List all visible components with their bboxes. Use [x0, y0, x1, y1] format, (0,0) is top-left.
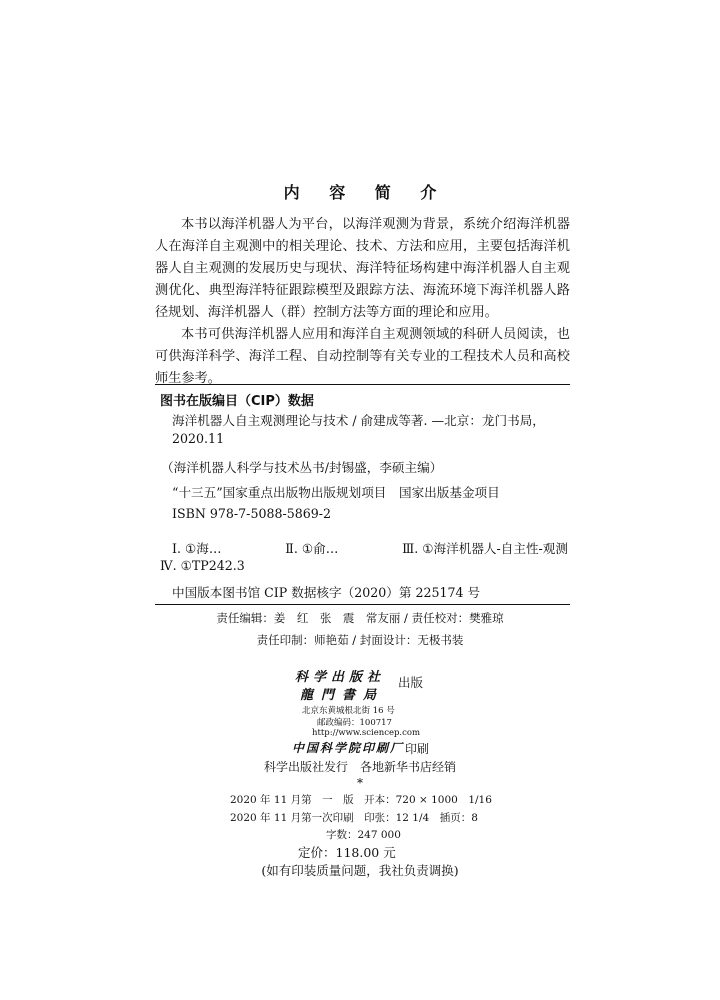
distribution-line: 科学出版社发行 各地新华书店经销: [263, 760, 456, 774]
price: 定价：118.00 元: [298, 845, 396, 860]
publisher-name-2: 龍門書局: [300, 688, 385, 703]
cip-top-rule: [155, 384, 570, 385]
cip-heading: 图书在版编目（CIP）数据: [160, 394, 314, 409]
cip-projects: “十三五”国家重点出版物出版规划项目 国家出版基金项目: [172, 485, 500, 500]
printer-name: 中国科学院印刷厂: [292, 741, 405, 755]
separator-star: *: [357, 776, 363, 790]
cip-class-1: Ⅰ. ①海…: [172, 541, 222, 556]
cip-class-4: Ⅳ. ①TP242.3: [160, 558, 245, 573]
publisher-name-1: 科学出版社: [295, 670, 386, 685]
word-count: 字数：247 000: [326, 829, 401, 841]
cip-series: （海洋机器人科学与技术丛书/封锡盛，李硕主编）: [161, 460, 443, 475]
credits-line-1: 责任编辑：姜 红 张 震 常友丽 / 责任校对：樊雅琼: [216, 611, 504, 625]
publisher-address: 北京东黄城根北街 16 号: [302, 706, 395, 716]
cip-record-line-2: 2020.11: [172, 431, 225, 446]
cip-isbn: ISBN 978-7-5088-5869-2: [172, 506, 332, 521]
edition-line: 2020 年 11 月第 一 版 开本：720 × 1000 1/16: [230, 794, 492, 806]
cip-bottom-rule: [155, 604, 570, 605]
summary-paragraph-1: 本书以海洋机器人为平台，以海洋观测为背景，系统介绍海洋机器人在海洋自主观测中的相关理论、技术、方法和应用，主要包括海洋机器人自主观测的发展历史与现状、海洋特征场构建中海洋机器人自主观测优化、典型海洋特征跟踪模型及跟踪方法、海流环境下海洋机器人路径规划、海洋机器人（群）控制方法等方面的理论和应用。: [155, 217, 570, 320]
cip-catalog-number: 中国版本图书馆 CIP 数据核字（2020）第 225174 号: [172, 585, 481, 600]
printer-prints-label: 印刷: [405, 742, 430, 756]
publisher-website: http://www.sciencep.com: [312, 728, 421, 738]
cip-class-3: Ⅲ. ①海洋机器人-自主性-观测: [402, 541, 568, 556]
cip-classification-row: [160, 538, 568, 557]
publisher-publishes-label: 出版: [398, 675, 424, 690]
summary-title: 内 容 简 介: [283, 183, 449, 202]
cip-class-2: Ⅱ. ①俞…: [285, 541, 339, 556]
publisher-postcode: 邮政编码：100717: [317, 718, 392, 728]
printing-line: 2020 年 11 月第一次印刷 印张：12 1/4 插页：8: [230, 812, 478, 824]
summary-text: [155, 214, 570, 390]
quality-notice: (如有印装质量问题，我社负责调换): [261, 863, 459, 878]
cip-record-line-1: 海洋机器人自主观测理论与技术 / 俞建成等著. —北京：龙门书局，: [172, 413, 545, 428]
summary-paragraph-2: 本书可供海洋机器人应用和海洋自主观测领域的科研人员阅读，也可供海洋科学、海洋工程、自动控制等有关专业的工程技术人员和高校师生参考。: [155, 327, 570, 386]
credits-line-2: 责任印制：师艳茹 / 封面设计：无极书装: [256, 633, 464, 647]
